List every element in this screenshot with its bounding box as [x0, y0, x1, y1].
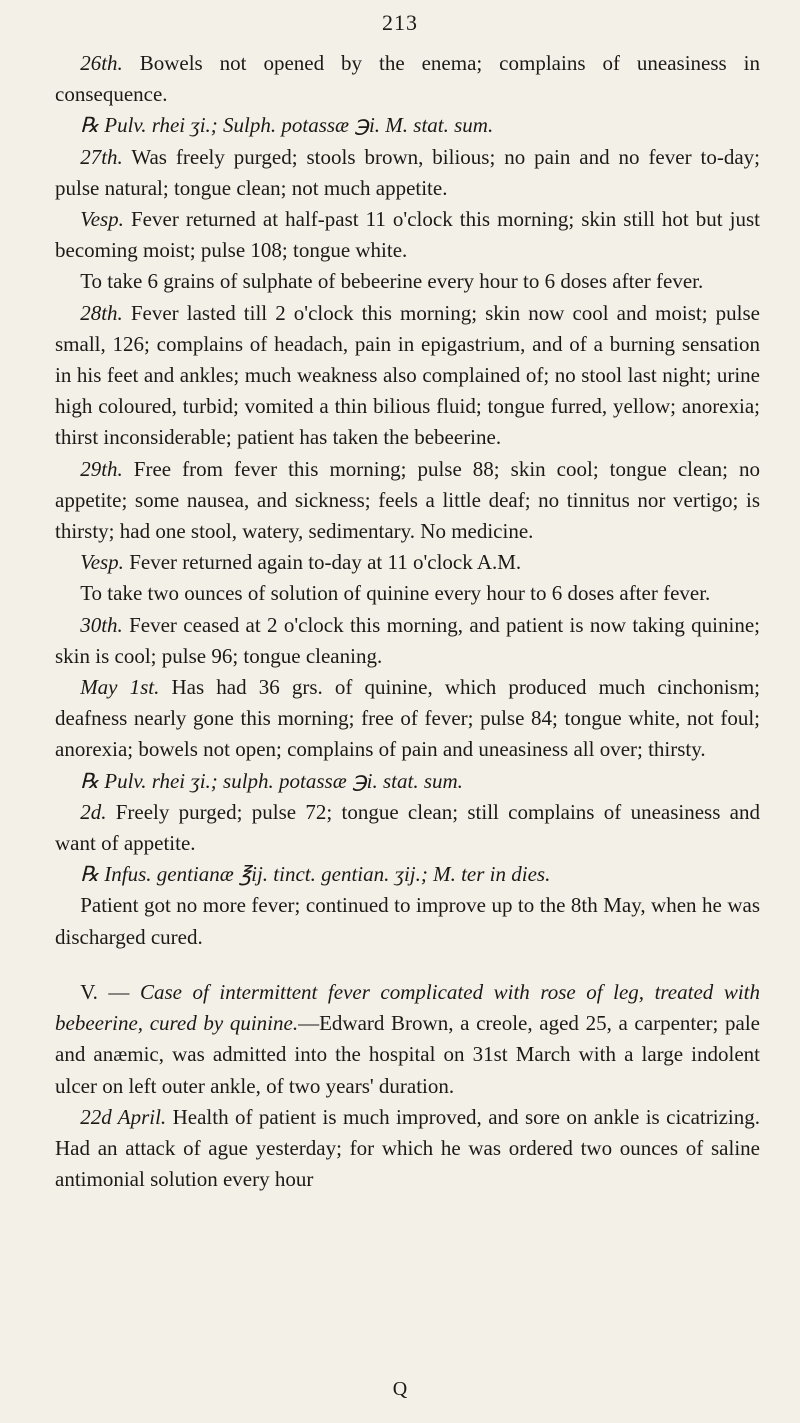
entry-text: Free from fever this morning; pulse 88; skin cool; tongue clean; no appetite; some nausea, and sickness; feels a little deaf; no tinnitus nor vertigo; is thirsty; had one stool, watery, sedimentary. No medicine. — [55, 456, 760, 544]
case-text: —Edward Brown, a creole, aged 25, a carpenter; pale and anæmic, was admitted into the hospital on 31st March with a large indolent ulcer on left outer ankle, of two years' duration. — [55, 1011, 760, 1098]
entry-date: Vesp. — [80, 207, 124, 232]
entry-text: Fever returned at half-past 11 o'clock this morning; skin still hot but just becoming moist; pulse 108; tongue white. — [55, 207, 760, 263]
prescription-text: ℞ Pulv. rhei ʒi.; Sulph. potassæ ℈i. M. stat. sum. — [80, 113, 494, 138]
entry-date: Vesp. — [80, 550, 124, 575]
instruction-text: To take 6 grains of sulphate of bebeerine every hour to 6 doses after fever. — [80, 269, 704, 294]
entry-text: Bowels not opened by the enema; complains of uneasiness in consequence. — [55, 51, 760, 107]
page-body — [55, 48, 760, 1195]
prescription — [55, 766, 760, 797]
entry-date: 29th. — [80, 456, 123, 481]
prescription-text: ℞ Pulv. rhei ʒi.; sulph. potassæ ℈i. stat. sum. — [80, 768, 463, 793]
entry-22d-april — [55, 1102, 760, 1196]
entry-date: 22d April. — [80, 1104, 167, 1129]
entry-text: Health of patient is much improved, and sore on ankle is cicatrizing. Had an attack of ague yesterday; for which he was ordered two ounces of saline antimonial solution every hour — [55, 1104, 760, 1192]
entry-29th — [55, 454, 760, 548]
entry-date: 27th. — [80, 144, 123, 169]
case-heading — [55, 977, 760, 1102]
entry-28th — [55, 298, 760, 454]
entry-30th — [55, 610, 760, 672]
instruction — [55, 266, 760, 297]
entry-may-1st — [55, 672, 760, 766]
entry-date: 26th. — [80, 51, 123, 75]
instruction — [55, 578, 760, 609]
prescription-text: ℞ Infus. gentianæ ℥ij. tinct. gentian. ʒij.; M. ter in dies. — [80, 862, 551, 887]
page-number: 213 — [382, 10, 418, 35]
case-number: V. — — [80, 979, 140, 1004]
entry-26th — [55, 48, 760, 110]
outcome-note — [55, 890, 760, 952]
case-title: Case of intermittent fever complicated with rose of leg, treated with bebeerine, cured by quinine. — [55, 979, 760, 1036]
instruction-text: To take two ounces of solution of quinine every hour to 6 doses after fever. — [80, 581, 711, 606]
entry-date: 28th. — [80, 300, 123, 325]
entry-text: Fever ceased at 2 o'clock this morning, and patient is now taking quinine; skin is cool; pulse 96; tongue cleaning. — [55, 612, 760, 668]
outcome-text: Patient got no more fever; continued to improve up to the 8th May, when he was discharged cured. — [55, 893, 760, 949]
signature-mark: Q — [392, 1378, 408, 1400]
prescription — [55, 859, 760, 890]
entry-text: Was freely purged; stools brown, bilious; no pain and no fever to-day; pulse natural; tongue clean; not much appetite. — [55, 144, 760, 200]
entry-text: Fever lasted till 2 o'clock this morning; skin now cool and moist; pulse small, 126; complains of headach, pain in epigastrium, and of a burning sensation in his feet and ankles; much weakness also complained of; no stool last night; urine high coloured, turbid; vomited a thin bilious fluid; tongue furred, yellow; anorexia; thirst inconsiderable; patient has taken the bebeerine. — [55, 300, 760, 450]
entry-vesp — [55, 547, 760, 578]
entry-2d — [55, 797, 760, 859]
entry-text: Has had 36 grs. of quinine, which produced much cinchonism; deafness nearly gone this morning; free of fever; pulse 84; tongue white, not foul; anorexia; bowels not open; complains of pain and uneasiness all over; thirsty. — [55, 675, 761, 762]
entry-date: 2d. — [80, 799, 107, 824]
entry-text: Freely purged; pulse 72; tongue clean; still complains of uneasiness and want of appetite. — [55, 799, 760, 856]
entry-27th — [55, 142, 760, 204]
entry-date: 30th. — [80, 612, 123, 637]
entry-text: Fever returned again to-day at 11 o'clock A.M. — [123, 550, 522, 575]
entry-date: May 1st. — [80, 675, 160, 700]
entry-vesp — [55, 204, 760, 266]
prescription — [55, 110, 760, 141]
